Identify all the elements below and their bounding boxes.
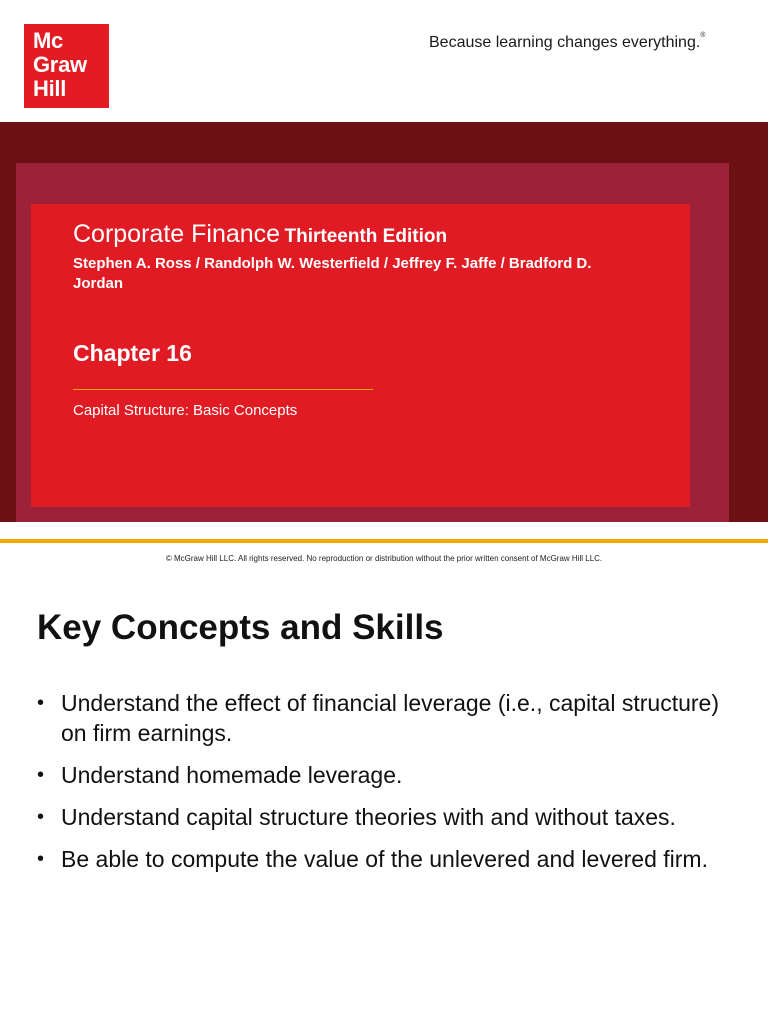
book-edition: Thirteenth Edition	[284, 226, 448, 247]
logo-line-3: Hill	[33, 76, 67, 101]
list-item	[37, 688, 747, 748]
copyright-notice: © McGraw Hill LLC. All rights reserved. No reproduction or distribution without the prior written consent of McGraw Hill LLC.	[165, 554, 603, 563]
bullet-icon: •	[37, 806, 45, 828]
registered-mark: ®	[700, 32, 706, 39]
logo-line-2: Graw	[33, 52, 87, 77]
mcgraw-hill-logo	[24, 24, 109, 108]
bullet-text: Understand the effect of financial leverage (i.e., capital structure) on firm earnings.	[61, 690, 719, 746]
tagline-text: Because learning changes everything.	[429, 34, 701, 51]
book-title-main: Corporate Finance	[73, 220, 281, 248]
bullet-list	[37, 688, 747, 886]
bullet-text: Understand capital structure theories with and without taxes.	[61, 804, 676, 830]
chapter-subtitle: Capital Structure: Basic Concepts	[73, 402, 298, 419]
bullet-icon: •	[37, 764, 45, 786]
book-authors: Stephen A. Ross / Randolph W. Westerfield / Jeffrey F. Jaffe / Bradford D. Jordan	[73, 255, 592, 292]
tagline	[429, 34, 705, 52]
chapter-number: Chapter 16	[73, 340, 192, 366]
logo-line-1: Mc	[33, 28, 63, 53]
list-item	[37, 760, 747, 790]
bullet-text: Understand homemade leverage.	[61, 762, 403, 788]
bullet-icon: •	[37, 848, 45, 870]
list-item	[37, 844, 747, 874]
gold-rule	[0, 539, 768, 543]
bullet-icon: •	[37, 692, 45, 714]
chapter-divider	[73, 389, 373, 390]
slide-heading: Key Concepts and Skills	[37, 608, 444, 647]
list-item	[37, 802, 747, 832]
bullet-text: Be able to compute the value of the unlevered and levered firm.	[61, 846, 708, 872]
book-title	[73, 220, 447, 249]
